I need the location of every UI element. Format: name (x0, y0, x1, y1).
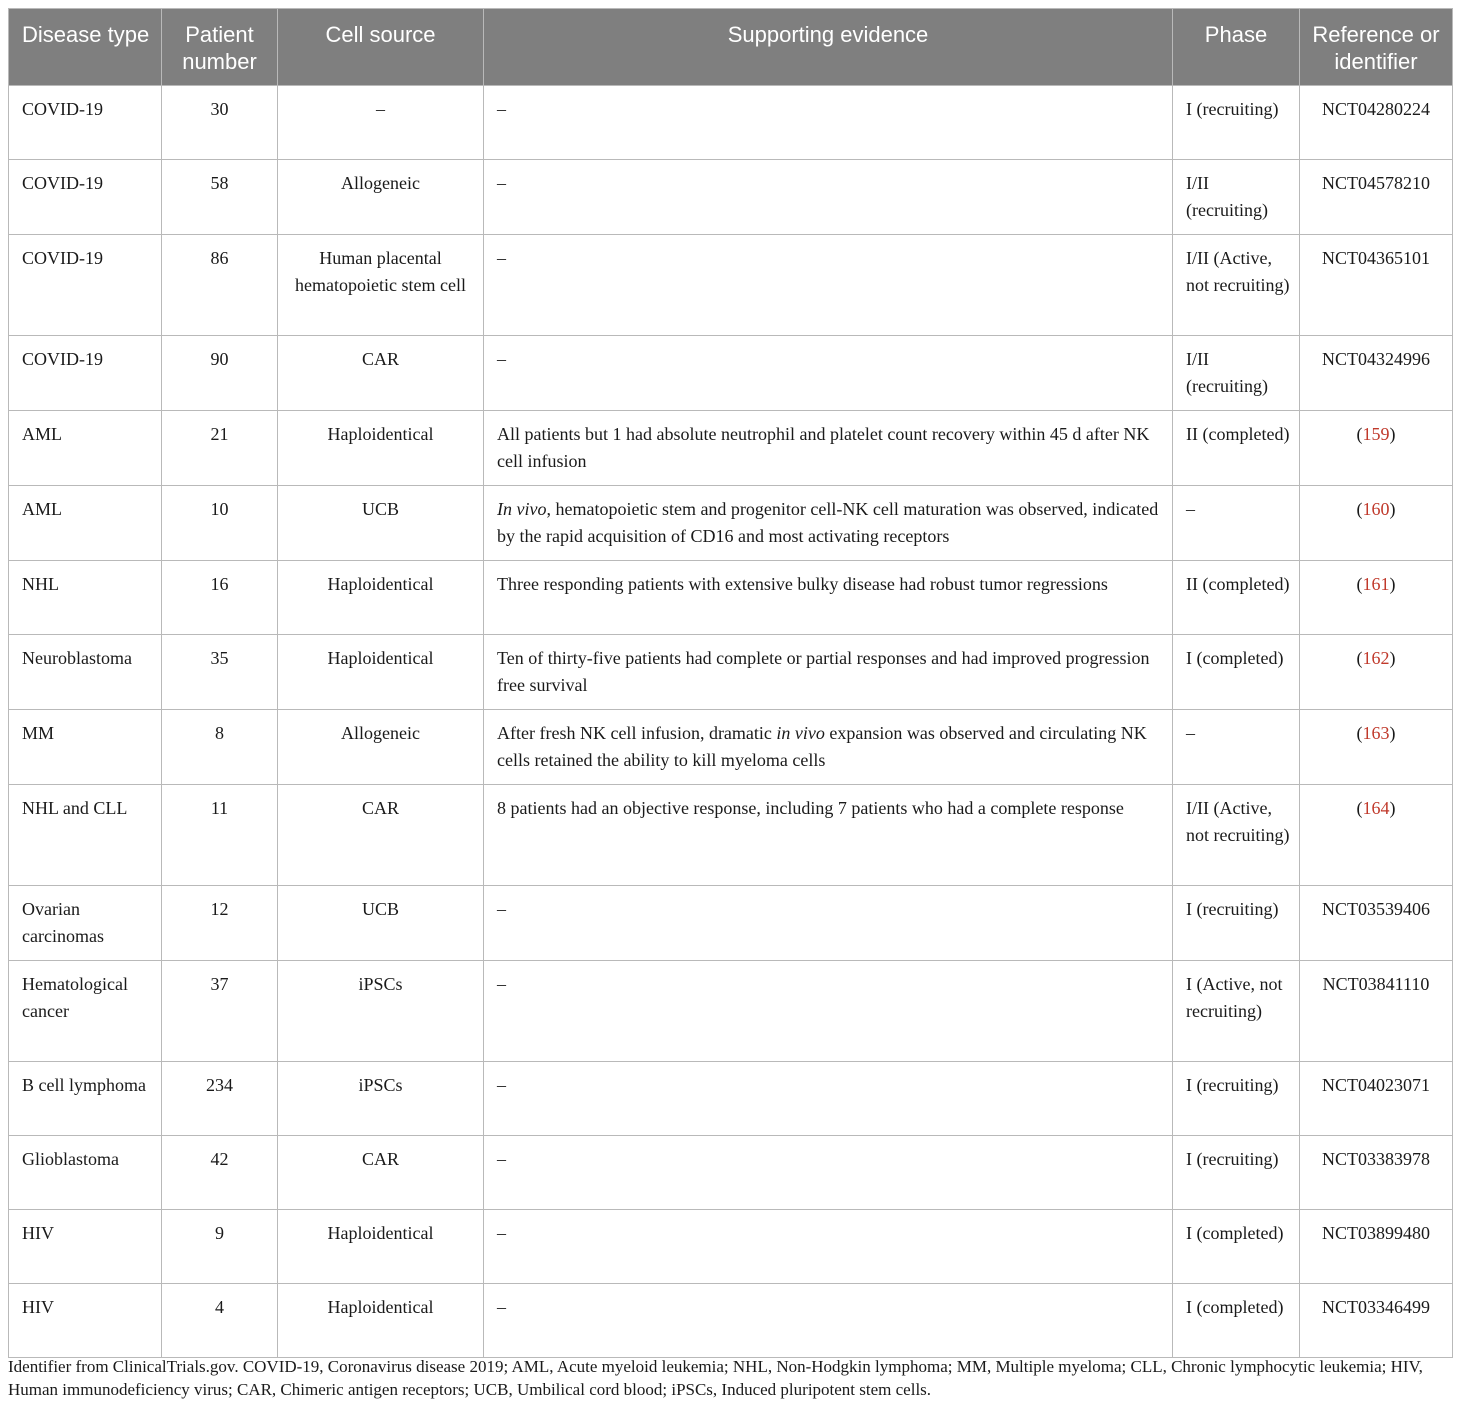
table-row (9, 235, 1453, 336)
header-reference: Reference or identifier (1300, 9, 1453, 86)
cell-supporting-evidence (484, 1136, 1173, 1210)
header-phase: Phase (1173, 9, 1300, 86)
cell-cell-source: UCB (278, 886, 484, 961)
cell-phase: – (1173, 486, 1300, 561)
cell-cell-source: Haploidentical (278, 561, 484, 635)
citation-link[interactable]: 162 (1362, 648, 1390, 668)
evidence-text: After fresh NK cell infusion, dramatic (497, 723, 777, 743)
cell-supporting-evidence (484, 1210, 1173, 1284)
header-supporting-evidence: Supporting evidence (484, 9, 1173, 86)
cell-supporting-evidence (484, 1062, 1173, 1136)
cell-phase: I/II (recruiting) (1173, 160, 1300, 235)
table-row (9, 961, 1453, 1062)
cell-reference: NCT04365101 (1300, 235, 1453, 336)
cell-cell-source: CAR (278, 336, 484, 411)
cell-reference: NCT03899480 (1300, 1210, 1453, 1284)
cell-phase: II (completed) (1173, 561, 1300, 635)
cell-patient-number: 8 (162, 710, 278, 785)
cell-cell-source: iPSCs (278, 1062, 484, 1136)
cell-disease-type: Neuroblastoma (9, 635, 162, 710)
cell-supporting-evidence (484, 1284, 1173, 1358)
cell-disease-type: Glioblastoma (9, 1136, 162, 1210)
cell-patient-number: 42 (162, 1136, 278, 1210)
cell-cell-source: CAR (278, 785, 484, 886)
cell-phase: I (Active, not recruiting) (1173, 961, 1300, 1062)
cell-reference: NCT04280224 (1300, 86, 1453, 160)
cell-phase: – (1173, 710, 1300, 785)
evidence-text: – (497, 974, 506, 994)
cell-cell-source: Haploidentical (278, 1210, 484, 1284)
citation-link[interactable]: 163 (1362, 723, 1390, 743)
evidence-text: – (497, 1223, 506, 1243)
cell-patient-number: 90 (162, 336, 278, 411)
cell-patient-number: 9 (162, 1210, 278, 1284)
cell-supporting-evidence (484, 635, 1173, 710)
evidence-text: – (497, 1149, 506, 1169)
cell-reference: NCT03539406 (1300, 886, 1453, 961)
table-body (9, 86, 1453, 1358)
cell-phase: I/II (Active, not recruiting) (1173, 785, 1300, 886)
cell-phase: I/II (recruiting) (1173, 336, 1300, 411)
cell-phase: I (recruiting) (1173, 886, 1300, 961)
table-row (9, 635, 1453, 710)
evidence-text: – (497, 173, 506, 193)
table-footnote: Identifier from ClinicalTrials.gov. COVID-19, Coronavirus disease 2019; AML, Acute myeloid leukemia; NHL, Non-Hodgkin lymphoma; MM, Multiple myeloma; CLL, Chronic lymphocytic leukemia; HIV, Human immunodeficiency virus; CAR, Chimeric antigen receptors; UCB, Umbilical cord blood; iPSCs, Induced pluripotent stem cells. (8, 1357, 1423, 1399)
cell-reference: NCT04324996 (1300, 336, 1453, 411)
cell-phase: I/II (Active, not recruiting) (1173, 235, 1300, 336)
evidence-text: Three responding patients with extensive bulky disease had robust tumor regressions (497, 574, 1108, 594)
table-row (9, 160, 1453, 235)
table-row (9, 86, 1453, 160)
cell-cell-source: – (278, 86, 484, 160)
evidence-text: All patients but 1 had absolute neutrophil and platelet count recovery within 45 d after NK cell infusion (497, 424, 1150, 471)
cell-patient-number: 16 (162, 561, 278, 635)
cell-disease-type: NHL (9, 561, 162, 635)
cell-patient-number: 86 (162, 235, 278, 336)
cell-cell-source: Human placental hematopoietic stem cell (278, 235, 484, 336)
evidence-text: – (497, 349, 506, 369)
evidence-text: – (497, 99, 506, 119)
cell-cell-source: Allogeneic (278, 160, 484, 235)
cell-reference: (161) (1300, 561, 1453, 635)
cell-reference: NCT04578210 (1300, 160, 1453, 235)
citation-link[interactable]: 159 (1362, 424, 1390, 444)
cell-supporting-evidence (484, 710, 1173, 785)
cell-cell-source: iPSCs (278, 961, 484, 1062)
table-row (9, 1136, 1453, 1210)
cell-patient-number: 4 (162, 1284, 278, 1358)
table-row (9, 561, 1453, 635)
cell-reference: NCT03841110 (1300, 961, 1453, 1062)
evidence-text-continued: , hematopoietic stem and progenitor cell-NK cell maturation was observed, indicated by the rapid acquisition of CD16 and most activating receptors (497, 499, 1159, 546)
evidence-text: – (497, 248, 506, 268)
cell-patient-number: 11 (162, 785, 278, 886)
cell-disease-type: Hematological cancer (9, 961, 162, 1062)
cell-disease-type: B cell lymphoma (9, 1062, 162, 1136)
cell-reference: NCT03383978 (1300, 1136, 1453, 1210)
cell-supporting-evidence (484, 961, 1173, 1062)
cell-reference: (164) (1300, 785, 1453, 886)
cell-supporting-evidence (484, 785, 1173, 886)
cell-disease-type: COVID-19 (9, 160, 162, 235)
cell-phase: I (recruiting) (1173, 86, 1300, 160)
cell-supporting-evidence (484, 561, 1173, 635)
table-row (9, 785, 1453, 886)
cell-phase: I (completed) (1173, 1210, 1300, 1284)
cell-reference: NCT03346499 (1300, 1284, 1453, 1358)
cell-cell-source: Haploidentical (278, 635, 484, 710)
cell-supporting-evidence (484, 336, 1173, 411)
citation-link[interactable]: 161 (1362, 574, 1390, 594)
cell-cell-source: Haploidentical (278, 1284, 484, 1358)
citation-link[interactable]: 164 (1362, 798, 1390, 818)
table-row (9, 1210, 1453, 1284)
cell-disease-type: HIV (9, 1210, 162, 1284)
cell-supporting-evidence (484, 486, 1173, 561)
data-table-container (8, 8, 1452, 1358)
cell-patient-number: 21 (162, 411, 278, 486)
table-row (9, 1062, 1453, 1136)
cell-patient-number: 37 (162, 961, 278, 1062)
cell-phase: II (completed) (1173, 411, 1300, 486)
cell-disease-type: AML (9, 411, 162, 486)
evidence-text: Ten of thirty-five patients had complete or partial responses and had improved progression free survival (497, 648, 1150, 695)
evidence-text: – (497, 1075, 506, 1095)
cell-reference: (163) (1300, 710, 1453, 785)
cell-patient-number: 12 (162, 886, 278, 961)
citation-link[interactable]: 160 (1362, 499, 1390, 519)
table-row (9, 411, 1453, 486)
evidence-text: – (497, 1297, 506, 1317)
cell-patient-number: 234 (162, 1062, 278, 1136)
cell-disease-type: COVID-19 (9, 86, 162, 160)
cell-patient-number: 35 (162, 635, 278, 710)
evidence-text: – (497, 899, 506, 919)
cell-reference: (159) (1300, 411, 1453, 486)
cell-reference: (160) (1300, 486, 1453, 561)
evidence-italic-text: in vivo (776, 723, 825, 743)
cell-supporting-evidence (484, 160, 1173, 235)
evidence-text: 8 patients had an objective response, including 7 patients who had a complete response (497, 798, 1124, 818)
cell-supporting-evidence (484, 86, 1173, 160)
cell-disease-type: COVID-19 (9, 336, 162, 411)
cell-reference: NCT04023071 (1300, 1062, 1453, 1136)
table-row (9, 710, 1453, 785)
cell-cell-source: CAR (278, 1136, 484, 1210)
cell-cell-source: Haploidentical (278, 411, 484, 486)
cell-disease-type: HIV (9, 1284, 162, 1358)
cell-disease-type: NHL and CLL (9, 785, 162, 886)
table-row (9, 886, 1453, 961)
header-patient-number: Patient number (162, 9, 278, 86)
cell-cell-source: UCB (278, 486, 484, 561)
cell-patient-number: 58 (162, 160, 278, 235)
cell-disease-type: MM (9, 710, 162, 785)
cell-patient-number: 10 (162, 486, 278, 561)
evidence-text-continued: expansion was observed and circulating NK cells retained the ability to kill myeloma cells (497, 723, 1147, 770)
header-disease-type: Disease type (9, 9, 162, 86)
cell-reference: (162) (1300, 635, 1453, 710)
cell-phase: I (recruiting) (1173, 1062, 1300, 1136)
cell-phase: I (completed) (1173, 1284, 1300, 1358)
cell-supporting-evidence (484, 886, 1173, 961)
table-header-row (9, 9, 1453, 86)
cell-disease-type: COVID-19 (9, 235, 162, 336)
evidence-italic-text: In vivo (497, 499, 547, 519)
table-row (9, 486, 1453, 561)
table-row (9, 336, 1453, 411)
cell-patient-number: 30 (162, 86, 278, 160)
header-cell-source: Cell source (278, 9, 484, 86)
table-row (9, 1284, 1453, 1358)
cell-disease-type: AML (9, 486, 162, 561)
cell-cell-source: Allogeneic (278, 710, 484, 785)
cell-supporting-evidence (484, 235, 1173, 336)
cell-phase: I (recruiting) (1173, 1136, 1300, 1210)
cell-disease-type: Ovarian carcinomas (9, 886, 162, 961)
cell-supporting-evidence (484, 411, 1173, 486)
clinical-trials-table (8, 8, 1453, 1358)
cell-phase: I (completed) (1173, 635, 1300, 710)
